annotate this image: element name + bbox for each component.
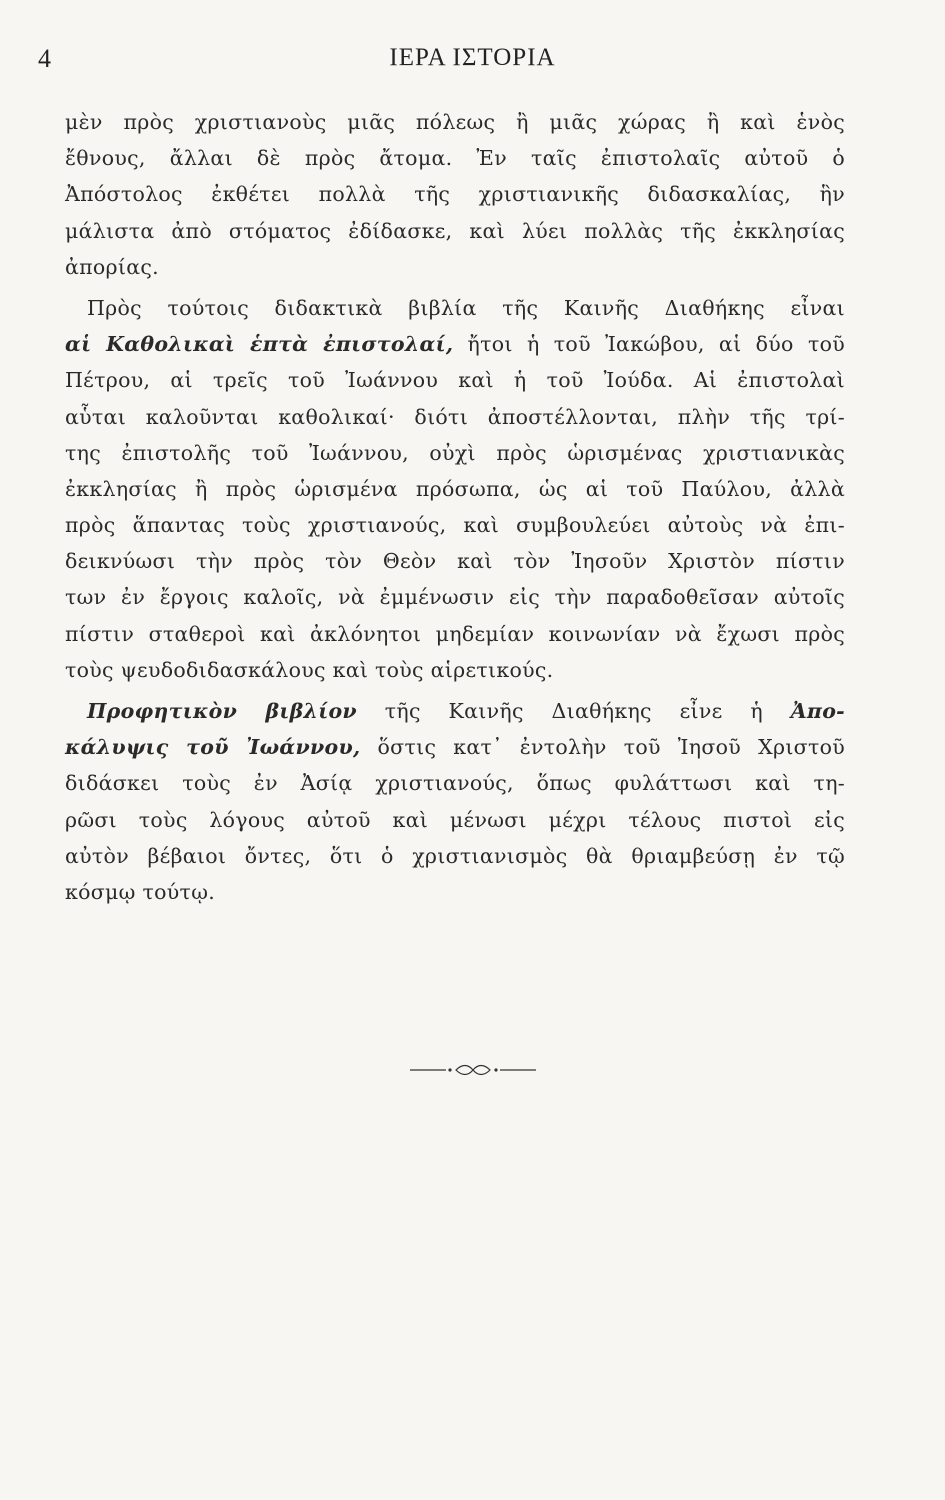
text-line: Πρὸς τούτοις διδακτικὰ βιβλία τῆς Καινῆς Διαθήκης εἶναι: [87, 295, 845, 320]
emphasized-term: αἱ Καθολικαὶ ἑπτὰ ἐπιστολαί,: [65, 332, 454, 357]
paragraph-1: [65, 104, 845, 285]
body-text: [65, 104, 845, 910]
text-line: δεικνύωσι τὴν πρὸς τὸν Θεὸν καὶ τὸν Ἰησοῦν Χριστὸν πίστιν: [65, 549, 845, 574]
paragraph-2: [65, 290, 845, 688]
text-line: αὐτὸν βέβαιοι ὄντες, ὅτι ὁ χριστιανισμὸς θὰ θριαμβεύσῃ ἐν τῷ: [65, 843, 845, 868]
text-line: ἔθνους, ἄλλαι δὲ πρὸς ἄτομα. Ἐν ταῖς ἐπιστολαῖς αὐτοῦ ὁ: [65, 146, 845, 171]
text-line: μάλιστα ἀπὸ στόματος ἐδίδασκε, καὶ λύει πολλὰς τῆς ἐκκλησίας: [65, 218, 845, 243]
decorative-tailpiece-icon: [0, 1062, 945, 1083]
text-line: [65, 693, 845, 729]
text-line: Ἀπόστολος ἐκθέτει πολλὰ τῆς χριστιανικῆς διδασκαλίας, ἣν: [65, 182, 845, 207]
text-line: διδάσκει τοὺς ἐν Ἀσίᾳ χριστιανούς, ὅπως φυλάττωσι καὶ τη-: [65, 771, 845, 796]
text-line: [65, 729, 845, 765]
text-line: αὗται καλοῦνται καθολικαί· διότι ἀποστέλλονται, πλὴν τῆς τρί-: [65, 404, 845, 429]
text-line: ἀπορίας.: [65, 254, 159, 279]
text-line: κόσμῳ τούτῳ.: [65, 879, 216, 904]
emphasized-term: κάλυψις τοῦ Ἰωάννου,: [65, 735, 361, 760]
text-line: μὲν πρὸς χριστιανοὺς μιᾶς πόλεως ἢ μιᾶς χώρας ἢ καὶ ἑνὸς: [65, 110, 845, 134]
text-run: ὅστις κατ᾽ ἐντολὴν τοῦ Ἰησοῦ Χριστοῦ: [360, 735, 845, 760]
text-line: της ἐπιστολῆς τοῦ Ἰωάννου, οὐχὶ πρὸς ὡρισμένας χριστιανικὰς: [65, 440, 845, 465]
text-run: τῆς Καινῆς Διαθήκης εἶνε ἡ: [356, 699, 791, 723]
text-line: ἐκκλησίας ἢ πρὸς ὡρισμένα πρόσωπα, ὡς αἱ τοῦ Παύλου, ἀλλὰ: [65, 476, 845, 501]
emphasized-term: Ἀπο-: [790, 699, 845, 723]
text-line: των ἐν ἔργοις καλοῖς, νὰ ἐμμένωσιν εἰς τὴν παραδοθεῖσαν αὐτοῖς: [65, 585, 845, 610]
page-number: 4: [38, 44, 51, 73]
text-line: πρὸς ἅπαντας τοὺς χριστιανούς, καὶ συμβουλεύει αὐτοὺς νὰ ἐπι-: [65, 513, 845, 538]
text-line: πίστιν σταθεροὶ καὶ ἀκλόνητοι μηδεμίαν κοινωνίαν νὰ ἔχωσι πρὸς: [65, 621, 845, 646]
text-line: ρῶσι τοὺς λόγους αὐτοῦ καὶ μένωσι μέχρι τέλους πιστοὶ εἰς: [65, 807, 845, 832]
running-title: ΙΕΡΑ ΙΣΤΟΡΙΑ: [389, 44, 556, 71]
paragraph-3: [65, 693, 845, 910]
text-line: [65, 326, 845, 362]
text-run: ἤτοι ἡ τοῦ Ἰακώβου, αἱ δύο τοῦ: [453, 332, 845, 357]
emphasized-term: Προφητικὸν βιβλίον: [87, 699, 357, 723]
text-line: Πέτρου, αἱ τρεῖς τοῦ Ἰωάννου καὶ ἡ τοῦ Ἰούδα. Αἱ ἐπιστολαὶ: [65, 368, 845, 393]
text-line: τοὺς ψευδοδιδασκάλους καὶ τοὺς αἱρετικούς.: [65, 657, 554, 682]
